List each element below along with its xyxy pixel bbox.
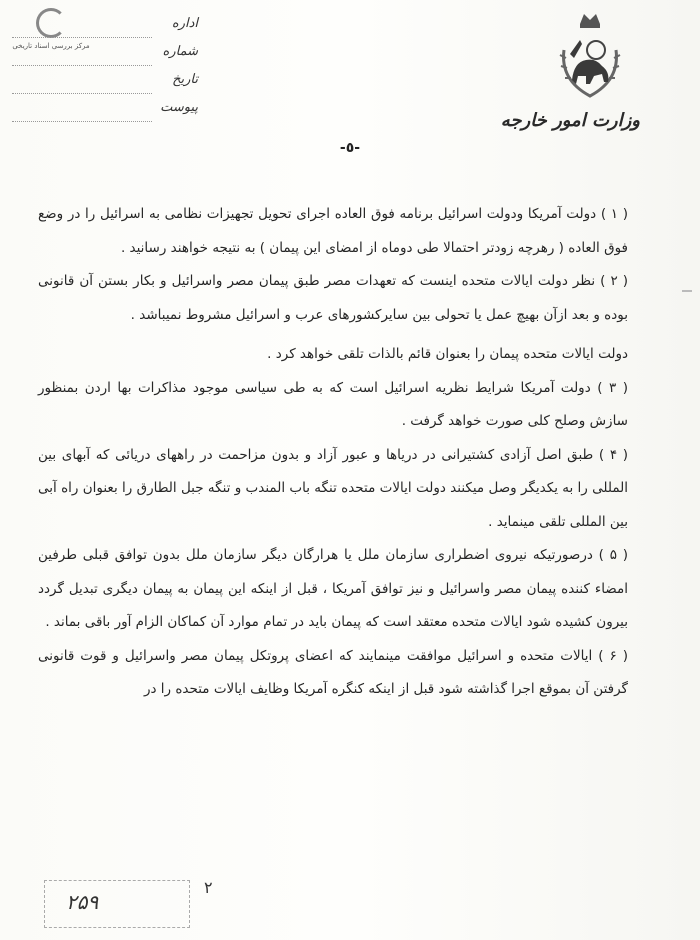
field-office: اداره	[171, 16, 198, 31]
field-number: شماره	[162, 44, 198, 59]
page-marker: -٥-	[339, 140, 361, 156]
archive-number: ۲۵۹	[66, 890, 99, 914]
paragraph: دولت ایالات متحده پیمان را بعنوان قائم بالذات تلقی خواهد کرد .	[267, 346, 628, 362]
archive-logo-text: مرکز بررسی اسناد تاریخی	[12, 42, 90, 50]
header-field-lines	[12, 10, 152, 122]
lion-and-sun-emblem-icon	[550, 10, 630, 100]
paragraph: ( ۵ ) درصورتیکه نیروی اضطراری سازمان ملل یا هرارگان دیگر سازمان ملل بدون توافق قبلی طرفین امضاء کننده پیمان مصر واسرائیل و نیز توافق آمریکا ، قبل از اینکه این پیمان به پیمان دیگری تبدیل گردد بیرون کشیده شود ایالات متحده معتقد است که پیمان باید در تمام موارد آن کماکان الزام آور باقی بماند .	[38, 547, 628, 630]
footer-mark: ۲	[204, 878, 213, 897]
paragraph: ( ۱ ) دولت آمریکا ودولت اسرائیل برنامه فوق العاده اجرای تحویل تجهیزات نظامی به اسرائیل را در وضع فوق العاده ( رهرچه زودتر احتمالا طی دوماه از امضای این پیمان ) به نتیجه خواهند رسانید .	[38, 206, 629, 256]
header-fields	[150, 10, 198, 122]
field-attachment: پیوست	[160, 100, 198, 115]
paragraph: ( ۲ ) نظر دولت ایالات متحده اینست که تعهدات مصر طبق پیمان مصر واسرائیل و بکار بستن آن قانونی بوده و بعد ازآن بهیچ عمل یا تحولی بین سایرکشورهای عرب و اسرائیل مشروط نمیباشد .	[38, 273, 628, 323]
field-date: تاریخ	[172, 72, 198, 87]
paragraph: ( ۴ ) طبق اصل آزادی کشتیرانی در دریاها و عبور آزاد و بدون مزاحمت در راههای دریائی که آبهای بین المللی را به یکدیگر وصل میکنند دولت ایالات متحده تنگه باب المندب و تنگه جبل الطارق را بعنوان راه آبی بین المللی تلقی مینماید .	[38, 446, 628, 530]
paragraph: ( ۳ ) دولت آمریکا شرایط نظریه اسرائیل است که به طی سیاسی موجود مذاکرات بها اردن بمنظور سازش وصلح کلی صورت خواهد گرفت .	[38, 379, 628, 429]
document-body	[38, 198, 628, 707]
ministry-title: وزارت امور خارجه	[500, 110, 640, 131]
margin-mark	[682, 290, 692, 304]
paragraph: ( ۶ ) ایالات متحده و اسرائیل موافقت مینمایند که اعضای پروتکل پیمان مصر واسرائیل و قوت قانونی گرفتن آن بموقع اجرا گذاشته شود قبل از اینکه کنگره آمریکا وظایف ایالات متحده را در	[38, 647, 628, 697]
